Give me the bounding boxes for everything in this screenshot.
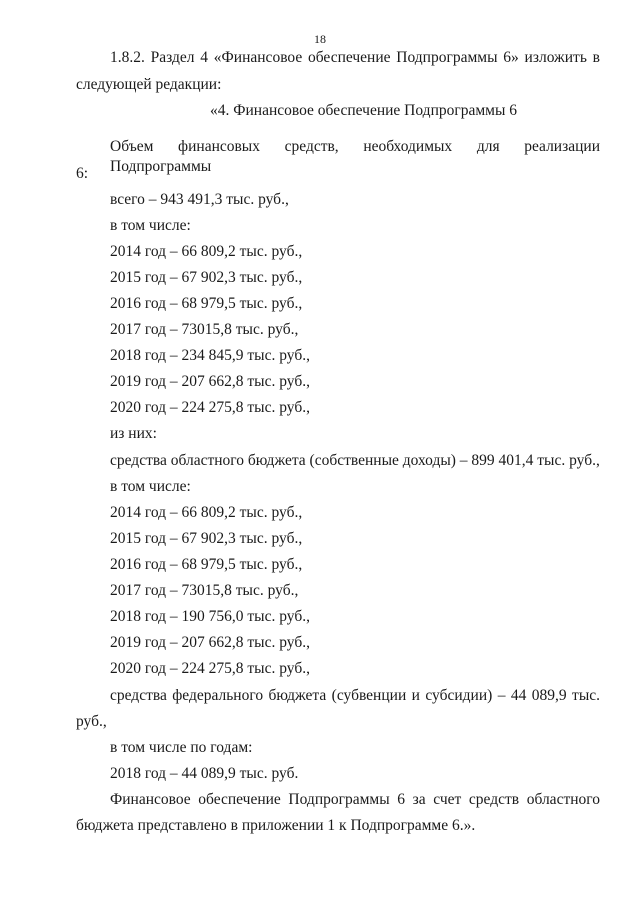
including-by-years-label: в том числе по годам: <box>110 739 253 756</box>
federal-year-2018: 2018 год – 44 089,9 тыс. руб. <box>110 765 299 782</box>
regional-budget-line: средства областного бюджета (собственные доходы) – 899 401,4 тыс. руб., <box>110 452 600 469</box>
closing-line-2: бюджета представлено в приложении 1 к Подпрограмме 6.». <box>76 817 476 834</box>
year-regional-2017: 2017 год – 73015,8 тыс. руб., <box>110 582 299 599</box>
section-heading: «4. Финансовое обеспечение Подпрограммы 6 <box>210 102 518 119</box>
year-regional-2018: 2018 год – 190 756,0 тыс. руб., <box>110 608 310 625</box>
year-regional-2015: 2015 год – 67 902,3 тыс. руб., <box>110 530 303 547</box>
volume-line-2: 6: <box>76 165 89 182</box>
intro-line-2: следующей редакции: <box>76 76 222 93</box>
year-total-2017: 2017 год – 73015,8 тыс. руб., <box>110 321 299 338</box>
closing-line-1: Финансовое обеспечение Подпрограммы 6 за счет средств областного <box>110 791 600 808</box>
intro-line-1: 1.8.2. Раздел 4 «Финансовое обеспечение Подпрограммы 6» изложить в <box>110 49 600 66</box>
federal-budget-line-1: средства федерального бюджета (субвенции и субсидии) – 44 089,9 тыс. <box>110 687 600 704</box>
year-total-2018: 2018 год – 234 845,9 тыс. руб., <box>110 347 310 364</box>
year-total-2014: 2014 год – 66 809,2 тыс. руб., <box>110 243 303 260</box>
year-total-2019: 2019 год – 207 662,8 тыс. руб., <box>110 373 310 390</box>
year-total-2020: 2020 год – 224 275,8 тыс. руб., <box>110 399 310 416</box>
page-number: 18 <box>314 32 326 46</box>
year-regional-2020: 2020 год – 224 275,8 тыс. руб., <box>110 660 310 677</box>
year-regional-2014: 2014 год – 66 809,2 тыс. руб., <box>110 504 303 521</box>
volume-line-1: Объем финансовых средств, необходимых для реализации Подпрограммы <box>110 138 600 175</box>
of-them-label: из них: <box>110 425 157 442</box>
year-regional-2016: 2016 год – 68 979,5 тыс. руб., <box>110 556 303 573</box>
including-label-1: в том числе: <box>110 217 191 234</box>
total-line: всего – 943 491,3 тыс. руб., <box>110 191 289 208</box>
year-regional-2019: 2019 год – 207 662,8 тыс. руб., <box>110 634 310 651</box>
year-total-2015: 2015 год – 67 902,3 тыс. руб., <box>110 269 303 286</box>
year-total-2016: 2016 год – 68 979,5 тыс. руб., <box>110 295 303 312</box>
including-label-2: в том числе: <box>110 478 191 495</box>
federal-budget-line-2: руб., <box>76 713 107 730</box>
